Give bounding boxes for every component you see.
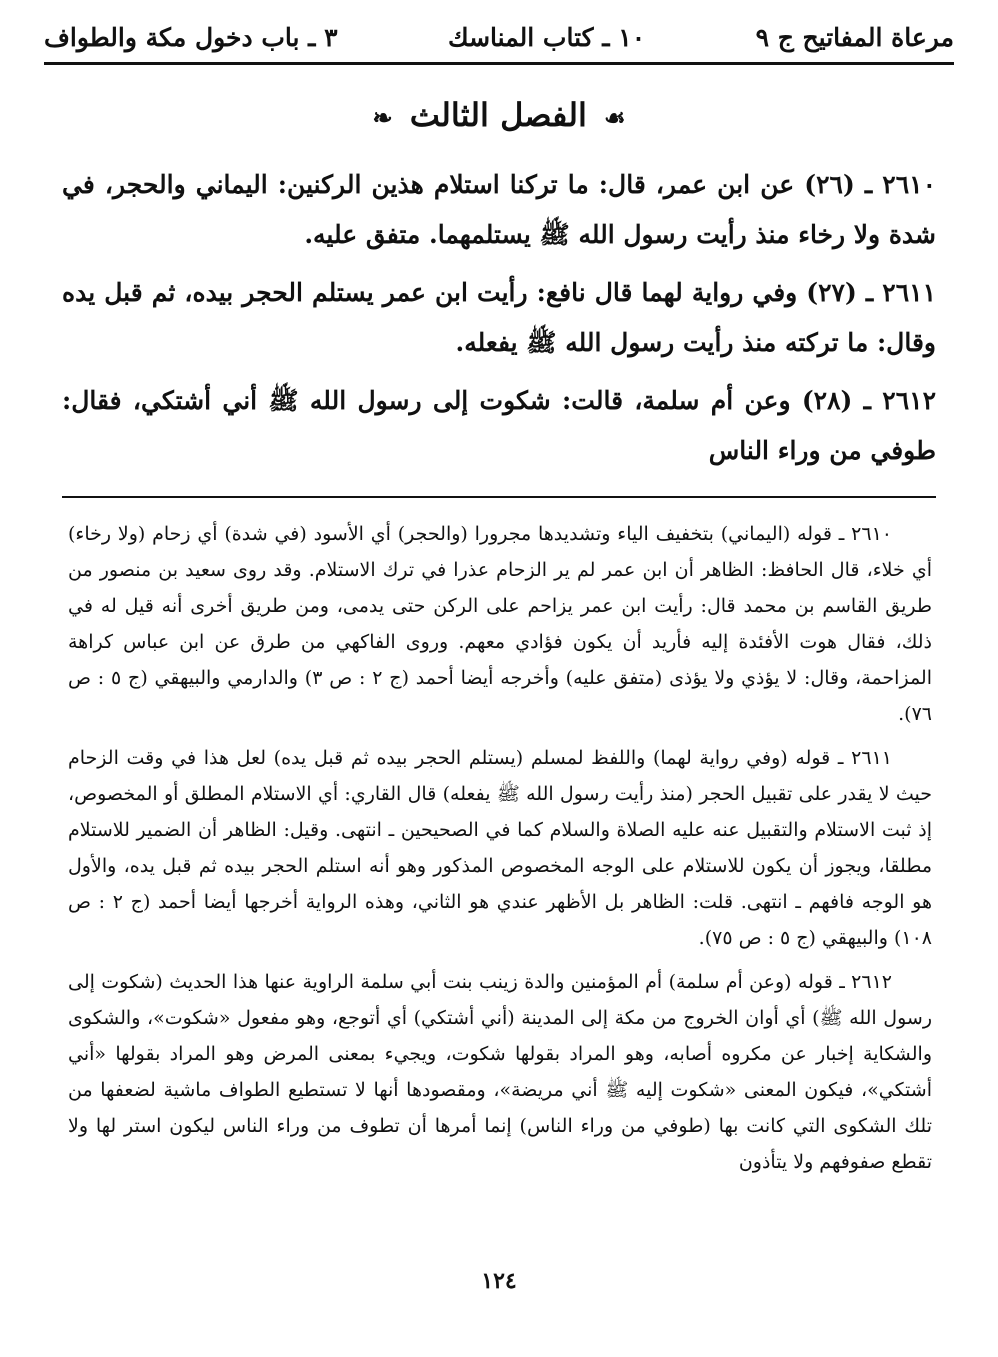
header-rule — [44, 62, 954, 65]
commentary-paragraph: ٢٦١٢ ـ قوله (وعن أم سلمة) أم المؤمنين والدة زينب بنت أبي سلمة الراوية عنها هذا الحديث (شكوت إلى رسول الله ﷺ) أي أوان الخروج من مكة إلى المدينة (أني أشتكي) أي أتوجع، وهو مفعول «شكوت»، والشكوى والشكاية إخبار عن مكروه أصابه، وهو المراد بقولها شكوت، ويجيء بمعنى المرض وهو المراد بقولها «أني أشتكي»، فيكون المعنى «شكوت إليه ﷺ أني مريضة»، ومقصودها أنها لا تستطيع الطواف ماشية لضعفها من تلك الشكوى التي كانت بها (طوفي من وراء الناس) إنما أمرها أن تطوف من وراء الناس ليكون استر لها ولا تقطع صفوفهم ولا يتأذون — [68, 971, 932, 1173]
hadith-paragraph: ٢٦١٢ ـ (٢٨) وعن أم سلمة، قالت: شكوت إلى رسول الله ﷺ أني أشتكي، فقال: طوفي من وراء الناس — [62, 386, 936, 465]
header-section: ٣ ـ باب دخول مكة والطواف — [44, 22, 338, 52]
ornament-right-icon: ☙ — [604, 103, 626, 132]
commentary-paragraph: ٢٦١١ ـ قوله (وفي رواية لهما) واللفظ لمسلم (يستلم الحجر بيده ثم قبل يده) لعل هذا في وقت الزحام حيث لا يقدر على تقبيل الحجر (منذ رأيت رسول الله ﷺ يفعله) قال القاري: أي الاستلام المطلق أو المخصوص، إذ ثبت الاستلام والتقبيل عنه عليه الصلاة والسلام كما في الصحيحين ـ انتهى. وقيل: الظاهر أن الضمير للاستلام مطلقا، ويجوز أن يكون للاستلام على الوجه المخصوص المذكور وهو أنه استلم الحجر بيده ثم قبل يده، والأول هو الوجه فافهم ـ انتهى. قلت: الظاهر بل الأظهر عندي هو الثاني، وهذه الرواية أخرجها أيضا أحمد (ج ٢ : ص ١٠٨) والبيهقي (ج ٥ : ص ٧٥). — [68, 747, 932, 949]
ornament-left-icon: ❧ — [372, 103, 393, 132]
header-chapter: ١٠ ـ كتاب المناسك — [448, 22, 646, 52]
section-title-text: الفصل الثالث — [409, 96, 587, 134]
header-book-title: مرعاة المفاتيح ج ٩ — [755, 22, 954, 52]
section-title — [0, 96, 998, 134]
hadith-paragraph: ٢٦١١ ـ (٢٧) وفي رواية لهما قال نافع: رأيت ابن عمر يستلم الحجر بيده، ثم قبل يده وقال: ما تركته منذ رأيت رسول الله ﷺ يفعله. — [62, 278, 936, 357]
commentary-block — [68, 516, 932, 1188]
commentary-paragraph: ٢٦١٠ ـ قوله (اليماني) بتخفيف الياء وتشديدها مجرورا (والحجر) أي الأسود (في شدة) أي زحام (ولا رخاء) أي خلاء، قال الحافظ: الظاهر أن ابن عمر لم ير الزحام عذرا في ترك الاستلام. وقد روى سعيد بن منصور من طريق القاسم بن محمد قال: رأيت ابن عمر يزاحم على الركن حتى يدمى، ومن طريق أخرى أنه قيل له في ذلك، فقال هوت الأفئدة إليه فأريد أن يكون فؤادي معهم. وروى الفاكهي من طرق عن ابن عباس كراهة المزاحمة، وقال: لا يؤذي ولا يؤذى (متفق عليه) وأخرجه أيضا أحمد (ج ٢ : ص ٣) والدارمي والبيهقي (ج ٥ : ص ٧٦). — [68, 523, 932, 725]
running-header — [44, 14, 954, 60]
page-number: ١٢٤ — [481, 1268, 517, 1294]
hadith-paragraph: ٢٦١٠ ـ (٢٦) عن ابن عمر، قال: ما تركنا استلام هذين الركنين: اليماني والحجر، في شدة ولا رخاء منذ رأيت رسول الله ﷺ يستلمهما. متفق عليه. — [62, 170, 936, 249]
hadith-text-block — [62, 160, 936, 484]
commentary-divider — [62, 496, 936, 498]
